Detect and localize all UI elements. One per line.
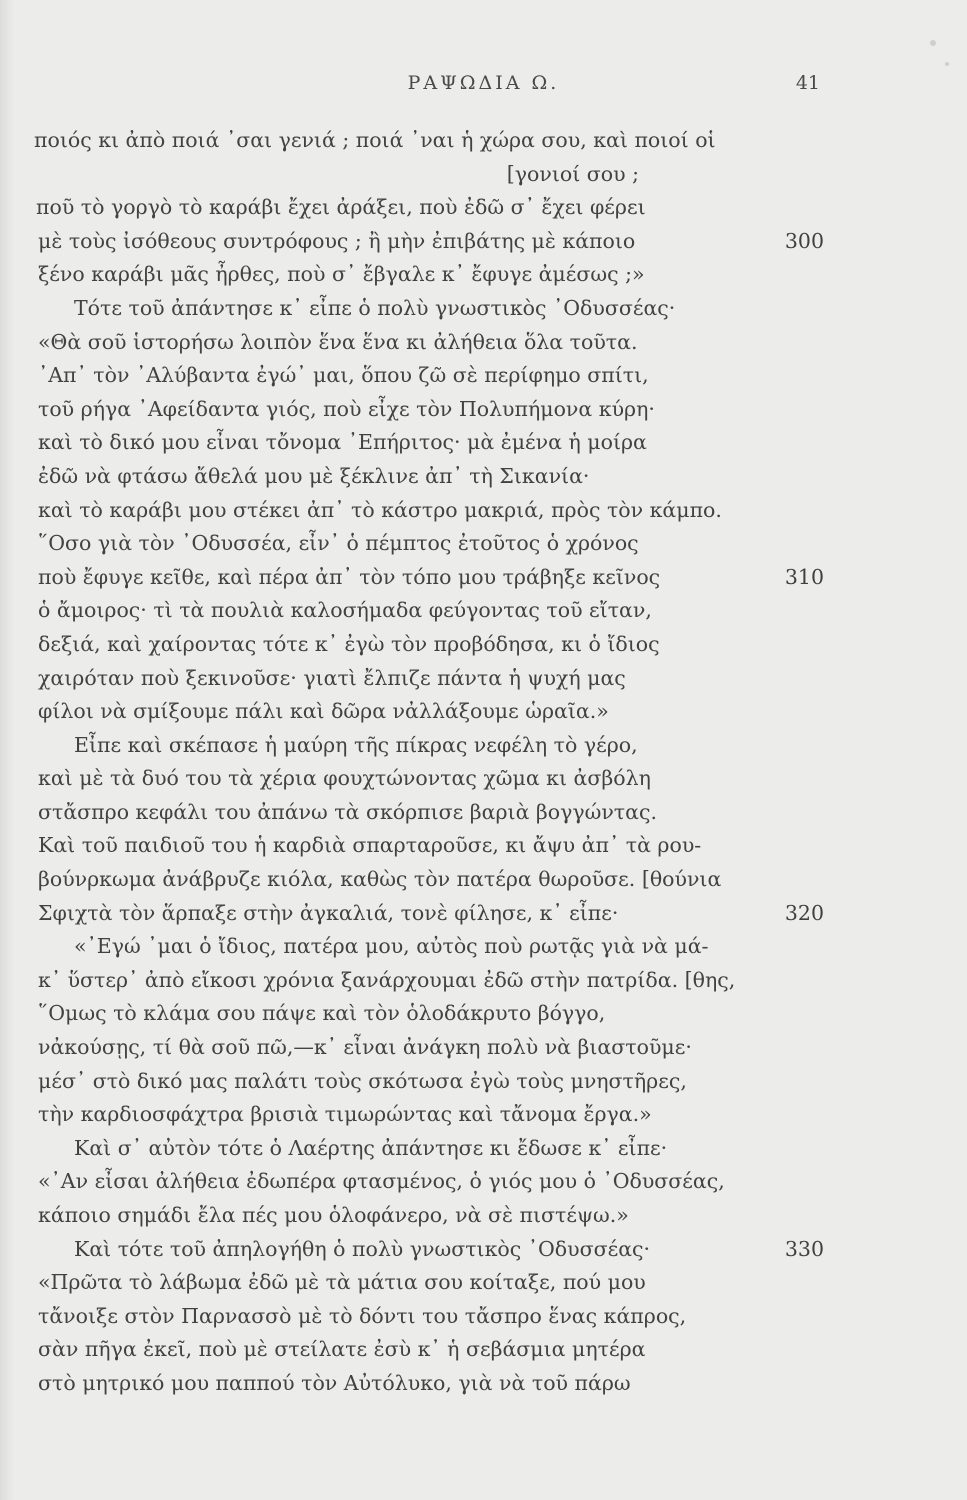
verse-line (14, 863, 824, 897)
verse-line-text: Καὶ σ᾿ αὐτὸν τότε ὁ Λαέρτης ἀπάντησε κι ἔδωσε κ᾿ εἶπε· (74, 1135, 668, 1160)
verse-line-text: ὁ ἄμοιρος· τὶ τὰ πουλιὰ καλοσήμαδα φεύγοντας τοῦ εἴταν, (38, 598, 652, 623)
verse-line-text: δεξιά, καὶ χαίροντας τότε κ᾿ ἐγὼ τὸν προβόδησα, κι ὁ ἴδιος (38, 631, 660, 656)
running-header-title: ΡΑΨΩΔΙΑ Ω. (407, 72, 560, 94)
verse-line (14, 494, 824, 528)
verse-line-text: καὶ τὸ καράβι μου στέκει ἀπ᾿ τὸ κάστρο μακριά, πρὸς τὸν κάμπο. (38, 497, 722, 522)
verse-line-text: Καὶ τότε τοῦ ἀπηλογήθη ὁ πολὺ γνωστικὸς ᾿Οδυσσέας· (74, 1236, 651, 1261)
page-number: 41 (795, 72, 820, 94)
line-number: 310 (784, 564, 824, 589)
verse-line (14, 964, 824, 998)
verse-line-text: καὶ μὲ τὰ δυό του τὰ χέρια φουχτώνοντας χῶμα κι ἀσβόλη (38, 766, 651, 791)
verse-line (14, 527, 824, 561)
verse-line (14, 561, 824, 595)
verse-line (14, 1333, 824, 1367)
verse-line (14, 829, 824, 863)
verse-line (14, 1199, 824, 1233)
verse-line (14, 292, 824, 326)
poem-text-block (14, 124, 824, 1401)
verse-line-text: ξένο καράβι μᾶς ἦρθες, ποὺ σ᾿ ἔβγαλε κ᾿ ἔφυγε ἀμέσως ;» (38, 262, 645, 287)
verse-line-text: χαιρόταν ποὺ ξεκινοῦσε· γιατὶ ἔλπιζε πάντα ἡ ψυχή μας (38, 665, 626, 690)
verse-line (14, 662, 824, 696)
verse-line (14, 1132, 824, 1166)
verse-line (14, 124, 824, 158)
line-number: 330 (784, 1236, 824, 1261)
verse-line-text: [γονιοί σου ; (506, 161, 639, 186)
verse-line (14, 1098, 824, 1132)
verse-line-text: στἄσπρο κεφάλι του ἀπάνω τὰ σκόρπισε βαριὰ βογγώντας. (38, 799, 657, 824)
verse-line-text: «᾿Αν εἶσαι ἀλήθεια ἐδωπέρα φτασμένος, ὁ γιός μου ὁ ᾿Οδυσσέας, (38, 1169, 725, 1194)
verse-line-text: κ᾿ ὕστερ᾿ ἀπὸ εἴκοσι χρόνια ξανάρχουμαι ἐδῶ στὴν πατρίδα. [θης, (38, 967, 736, 992)
verse-line (14, 796, 824, 830)
verse-line-text: μὲ τοὺς ἰσόθεους συντρόφους ; ἢ μὴν ἐπιβάτης μὲ κάποιο (38, 228, 636, 253)
verse-line-text: φίλοι νὰ σμίξουμε πάλι καὶ δῶρα νἀλλάξουμε ὡραῖα.» (38, 699, 609, 724)
verse-line-text: ποὺ ἔφυγε κεῖθε, καὶ πέρα ἀπ᾿ τὸν τόπο μου τράβηξε κεῖνος (38, 564, 661, 589)
verse-line (14, 158, 824, 192)
line-number: 300 (784, 228, 824, 253)
verse-line (14, 1165, 824, 1199)
verse-line-text: Καὶ τοῦ παιδιοῦ του ἡ καρδιὰ σπαρταροῦσε, κι ἄψυ ἀπ᾿ τὰ ρου- (38, 833, 702, 858)
verse-line-text: «Πρῶτα τὸ λάβωμα ἐδῶ μὲ τὰ μάτια σου κοίταξε, πού μου (38, 1270, 646, 1295)
verse-line (14, 225, 824, 259)
verse-line (14, 1065, 824, 1099)
verse-line-text: καὶ τὸ δικό μου εἶναι τὄνομα ᾿Επήριτος· μὰ ἐμένα ἡ μοίρα (38, 430, 647, 455)
verse-line (14, 460, 824, 494)
verse-line-text: τὴν καρδιοσφάχτρα βρισιὰ τιμωρώντας καὶ τἄνομα ἔργα.» (38, 1102, 652, 1127)
verse-line (14, 1266, 824, 1300)
verse-line-text: ᾿Απ᾿ τὸν ᾿Αλύβαντα ἐγώ᾿ μαι, ὅπου ζῶ σὲ περίφημο σπίτι, (38, 363, 649, 388)
verse-line (14, 258, 824, 292)
verse-line (14, 695, 824, 729)
verse-line-text: τοῦ ρήγα ᾿Αφείδαντα γιός, ποὺ εἶχε τὸν Πολυπήμονα κύρη· (38, 396, 655, 421)
verse-line-text: ποῦ τὸ γοργὸ τὸ καράβι ἔχει ἀράξει, ποὺ ἐδῶ σ᾿ ἔχει φέρει (36, 195, 646, 220)
verse-line-text: ποιός κι ἀπὸ ποιά ᾿σαι γενιά ; ποιά ᾿ναι ἡ χώρα σου, καὶ ποιοί οἱ (34, 128, 716, 152)
verse-line (14, 426, 824, 460)
page-gutter-shadow (0, 0, 14, 1500)
verse-line (14, 191, 824, 225)
verse-line-text: ῞Ομως τὸ κλάμα σου πάψε καὶ τὸν ὁλοδάκρυτο βόγγο, (38, 1001, 606, 1026)
verse-line-text: τἄνοιξε στὸν Παρνασσὸ μὲ τὸ δόντι του τἄσπρο ἕνας κάπρος, (38, 1303, 687, 1328)
verse-line-text: σὰν πῆγα ἐκεῖ, ποὺ μὲ στείλατε ἐσὺ κ᾿ ἡ σεβάσμια μητέρα (38, 1337, 646, 1362)
verse-line (14, 1233, 824, 1267)
verse-line (14, 359, 824, 393)
verse-line (14, 930, 824, 964)
verse-line-text: κάποιο σημάδι ἔλα πές μου ὁλοφάνερο, νὰ σὲ πιστέψω.» (38, 1203, 629, 1227)
verse-line-text: στὸ μητρικό μου παππού τὸν Αὐτόλυκο, γιὰ νὰ τοῦ πάρω (38, 1370, 631, 1395)
verse-line-text: «᾿Εγώ ᾿μαι ὁ ἴδιος, πατέρα μου, αὐτὸς ποὺ ρωτᾷς γιὰ νὰ μά- (74, 934, 709, 959)
paper-speck (945, 62, 949, 66)
verse-line-text: ῞Οσο γιὰ τὸν ᾿Οδυσσέα, εἶν᾿ ὁ πέμπτος ἐτοῦτος ὁ χρόνος (38, 531, 639, 556)
verse-line (14, 393, 824, 427)
verse-line (14, 997, 824, 1031)
verse-line (14, 326, 824, 360)
paper-speck (930, 40, 936, 46)
verse-line-text: βούνρκωμα ἀνάβρυζε κιόλα, καθὼς τὸν πατέρα θωροῦσε. [θούνια (38, 867, 722, 892)
verse-line (14, 594, 824, 628)
verse-line-text: νἀκούσῃς, τί θὰ σοῦ πῶ,—κ᾿ εἶναι ἀνάγκη πολὺ νὰ βιαστοῦμε· (38, 1035, 692, 1060)
verse-line (14, 762, 824, 796)
verse-line-text: «Θὰ σοῦ ἱστορήσω λοιπὸν ἕνα ἕνα κι ἀλήθεια ὅλα τοῦτα. (38, 329, 638, 354)
verse-line (14, 729, 824, 763)
verse-line (14, 628, 824, 662)
verse-line-text: Εἶπε καὶ σκέπασε ἡ μαύρη τῆς πίκρας νεφέλη τὸ γέρο, (74, 732, 638, 757)
verse-line-text: Σφιχτὰ τὸν ἅρπαξε στὴν ἀγκαλιά, τονὲ φίλησε, κ᾿ εἶπε· (38, 900, 619, 925)
line-number: 320 (784, 900, 824, 925)
verse-line (14, 1031, 824, 1065)
verse-line (14, 1367, 824, 1401)
verse-line-text: ἐδῶ νὰ φτάσω ἄθελά μου μὲ ξέκλινε ἀπ᾿ τὴ Σικανία· (38, 463, 590, 488)
verse-line-text: Τότε τοῦ ἀπάντησε κ᾿ εἶπε ὁ πολὺ γνωστικὸς ᾿Οδυσσέας· (74, 295, 676, 320)
verse-line (14, 897, 824, 931)
verse-line (14, 1300, 824, 1334)
verse-line-text: μέσ᾿ στὸ δικό μας παλάτι τοὺς σκότωσα ἐγὼ τοὺς μνηστῆρες, (38, 1068, 687, 1093)
